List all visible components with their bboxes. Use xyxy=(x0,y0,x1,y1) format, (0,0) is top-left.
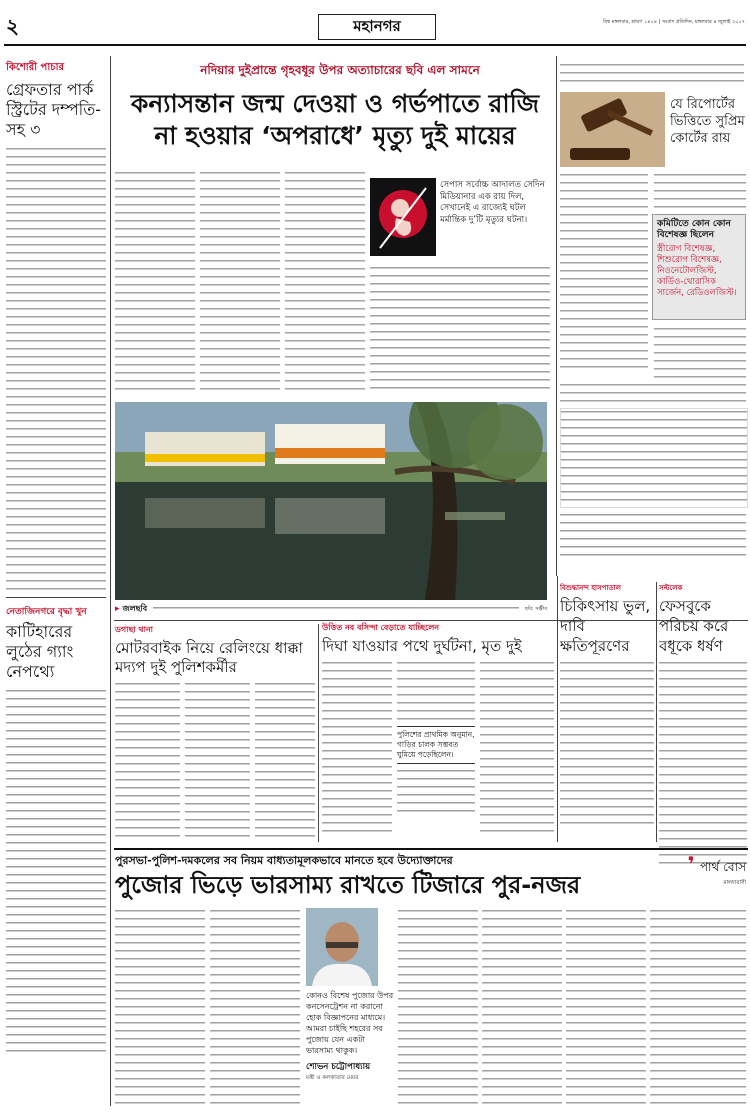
left-headline-1: গ্রেফতার পার্ক স্ট্রিটের দম্পতি-সহ ৩ xyxy=(6,80,102,139)
fetus-icon xyxy=(370,178,436,256)
right-body-4 xyxy=(560,382,746,402)
left-body-2 xyxy=(6,688,106,1053)
mayor-photo xyxy=(306,908,378,986)
bottom-body-5 xyxy=(566,908,646,1108)
digha-body-3 xyxy=(480,660,554,838)
digha-body-1 xyxy=(322,660,392,838)
right-body-2 xyxy=(654,172,746,212)
fetus-illustration xyxy=(370,178,436,256)
bike-kicker: ডগাছা থানা xyxy=(115,625,153,634)
health-kicker: বিশুদ্ধানন্দ হাসপাতাল xyxy=(560,584,621,592)
bike-headline: মোটরবাইক নিয়ে রেলিংয়ে ধাক্কা মদ্যপ দুই পুলিশকর্মীর xyxy=(115,639,303,676)
right-mid-text xyxy=(560,512,746,562)
byline-role: মালদাবাসী xyxy=(723,880,746,886)
page-number: ২ xyxy=(6,14,20,38)
story-health xyxy=(560,582,654,828)
left-divider xyxy=(6,597,106,598)
gavel-icon xyxy=(560,92,665,167)
bike-body-1 xyxy=(115,681,180,841)
photo-credit: ছবি: সঞ্জীব xyxy=(524,605,547,612)
mayor-title: মন্ত্রী ও কলকাতার মেয়র xyxy=(306,1075,359,1081)
gavel-illustration xyxy=(560,92,665,167)
bottom-strap: পুরসভা-পুলিশ-দমকলের সব নিয়ম বাধ্যতামূলকভাবে মানতে হবে উদ্যোক্তাদের xyxy=(115,854,453,867)
digha-body-2a xyxy=(397,660,475,722)
left-headline-2: কাটিহারের লুঠের গ্যাং নেপথ্যে xyxy=(6,622,74,681)
committee-names: স্ত্রীরোগ বিশেষজ্ঞ, শিশুরোগ বিশেষজ্ঞ, নিওনেটোলজিস্ট, কার্ডিও-থোরাসিক সার্জেন, রেডিওলজিস্ট। xyxy=(657,244,737,298)
photo-caption xyxy=(115,603,547,615)
lead-body-col4 xyxy=(370,265,550,395)
caption-text xyxy=(153,605,518,613)
committee-box xyxy=(652,214,746,320)
left-kicker-1: কিশোরী পাচার xyxy=(6,62,65,73)
saltlake-kicker: সল্টলেক xyxy=(659,584,683,592)
bottom-body-4 xyxy=(482,908,562,1108)
bottom-body-6 xyxy=(650,908,746,1108)
byline-block xyxy=(640,852,746,887)
digha-box xyxy=(397,726,475,764)
left-column xyxy=(6,60,106,1053)
mayor-name: শোভন চট্টোপাধ্যায় xyxy=(306,1062,371,1072)
right-body-1 xyxy=(560,172,648,372)
right-col-rule xyxy=(556,56,557,576)
section-title-box xyxy=(318,14,436,40)
lead-body-col1 xyxy=(115,170,195,395)
lead-pullquote: সেপাস সর্বোচ্চ আদালত সেদিন মিডিয়ানার এক রায় দিল, সেখানেই এ রাজ্যেই ঘটল মর্মান্তিক দু’টি মৃত্যুর ঘটনা। xyxy=(440,180,545,225)
digha-rule xyxy=(557,576,558,842)
health-rule xyxy=(656,582,657,842)
bike-body-3 xyxy=(255,681,315,841)
section-title: মহানগর xyxy=(353,16,401,35)
digha-headline: দিঘা যাওয়ার পথে দুর্ঘটনা, মৃত দুই xyxy=(322,637,522,655)
bottom-divider xyxy=(114,848,748,850)
right-mid-box xyxy=(560,408,748,508)
left-kicker-2: নেতাজিনগরে বৃদ্ধা খুন xyxy=(6,607,87,617)
health-headline: চিকিৎসায় ভুল, দাবি ক্ষতিপূরণের xyxy=(560,597,651,655)
story-saltlake xyxy=(659,582,747,866)
digha-box-text: পুলিশের প্রাথমিক অনুমান, গাড়ির চালক সম্ভবত ঘুমিয়ে পড়েছিলেন। xyxy=(397,730,475,759)
right-body-3 xyxy=(654,326,746,380)
mayor-quote: কোনও বিশেষ পুজোর উপর কনসেনট্রেশন না করানো হোক বিজ্ঞাপনের মাধ্যমে। আমরা চাইছি শহরের সব পুজোয় যেন একটা ভারসাম্য থাকুক। xyxy=(306,991,394,1055)
lead-strap: নদিয়ার দুইপ্রান্তে গৃহবধূর উপর অত্যাচারের ছবি এল সামনে xyxy=(200,63,480,77)
lead-photo xyxy=(115,402,547,600)
saltlake-body xyxy=(659,660,747,800)
bike-body-2 xyxy=(185,681,250,841)
bottom-body-2 xyxy=(210,908,300,1108)
saltlake-headline: ফেসবুকে পরিচয় করে বধূকে ধর্ষণ xyxy=(659,597,729,655)
dateline: বিশ্ব মঙ্গলবার, শ্রাবণ ১৪২৪ | সংবাদ প্রতিদিন, মঙ্গলবার ৪ জুলাই ২০১৭ xyxy=(602,19,745,25)
lead-body-col3 xyxy=(285,170,365,395)
lead-headline-line1: কন্যাসন্তান জন্ম দেওয়া ও গর্ভপাতে রাজি xyxy=(130,89,540,118)
left-body-1 xyxy=(6,146,106,591)
caption-bullet-icon: ▸ xyxy=(115,604,120,614)
committee-title: কমিটিতে কোন কোন বিশেষজ্ঞ ছিলেন xyxy=(657,219,731,240)
caption-label: জলছবি xyxy=(122,603,148,613)
mayor-portrait xyxy=(306,908,378,986)
bottom-body-1 xyxy=(115,908,205,1108)
lead-headline-block xyxy=(115,88,555,152)
byline-name: পার্থ বোস xyxy=(699,860,746,874)
lead-headline-line2: না হওয়ার ‘অপরাধে’ মৃত্যু দুই মায়ের xyxy=(154,121,516,150)
mayor-quote-box xyxy=(306,990,394,1082)
story-digha xyxy=(322,622,554,838)
masthead-rule xyxy=(4,44,746,46)
bus-reflection-image xyxy=(115,402,547,600)
story-bike xyxy=(115,624,315,841)
quote-mark-icon: ❜ xyxy=(687,852,695,876)
bottom-body-3 xyxy=(398,908,478,1108)
bike-rule xyxy=(318,624,319,842)
lead-body-col2 xyxy=(200,170,280,395)
digha-strap: উত্তিত নব বসিন্দা বেড়াতে যাচ্ছিলেন xyxy=(322,623,440,632)
right-headline: যে রিপোর্টের ভিত্তিতে সুপ্রিম কোর্টের রায় xyxy=(670,97,745,146)
digha-body-2b xyxy=(397,768,475,818)
right-intro-text xyxy=(560,62,744,86)
left-col-rule xyxy=(110,56,111,1106)
health-body xyxy=(560,660,654,828)
bottom-headline: পুজোর ভিড়ে ভারসাম্য রাখতে টিজারে পুর-নজর xyxy=(115,871,581,899)
